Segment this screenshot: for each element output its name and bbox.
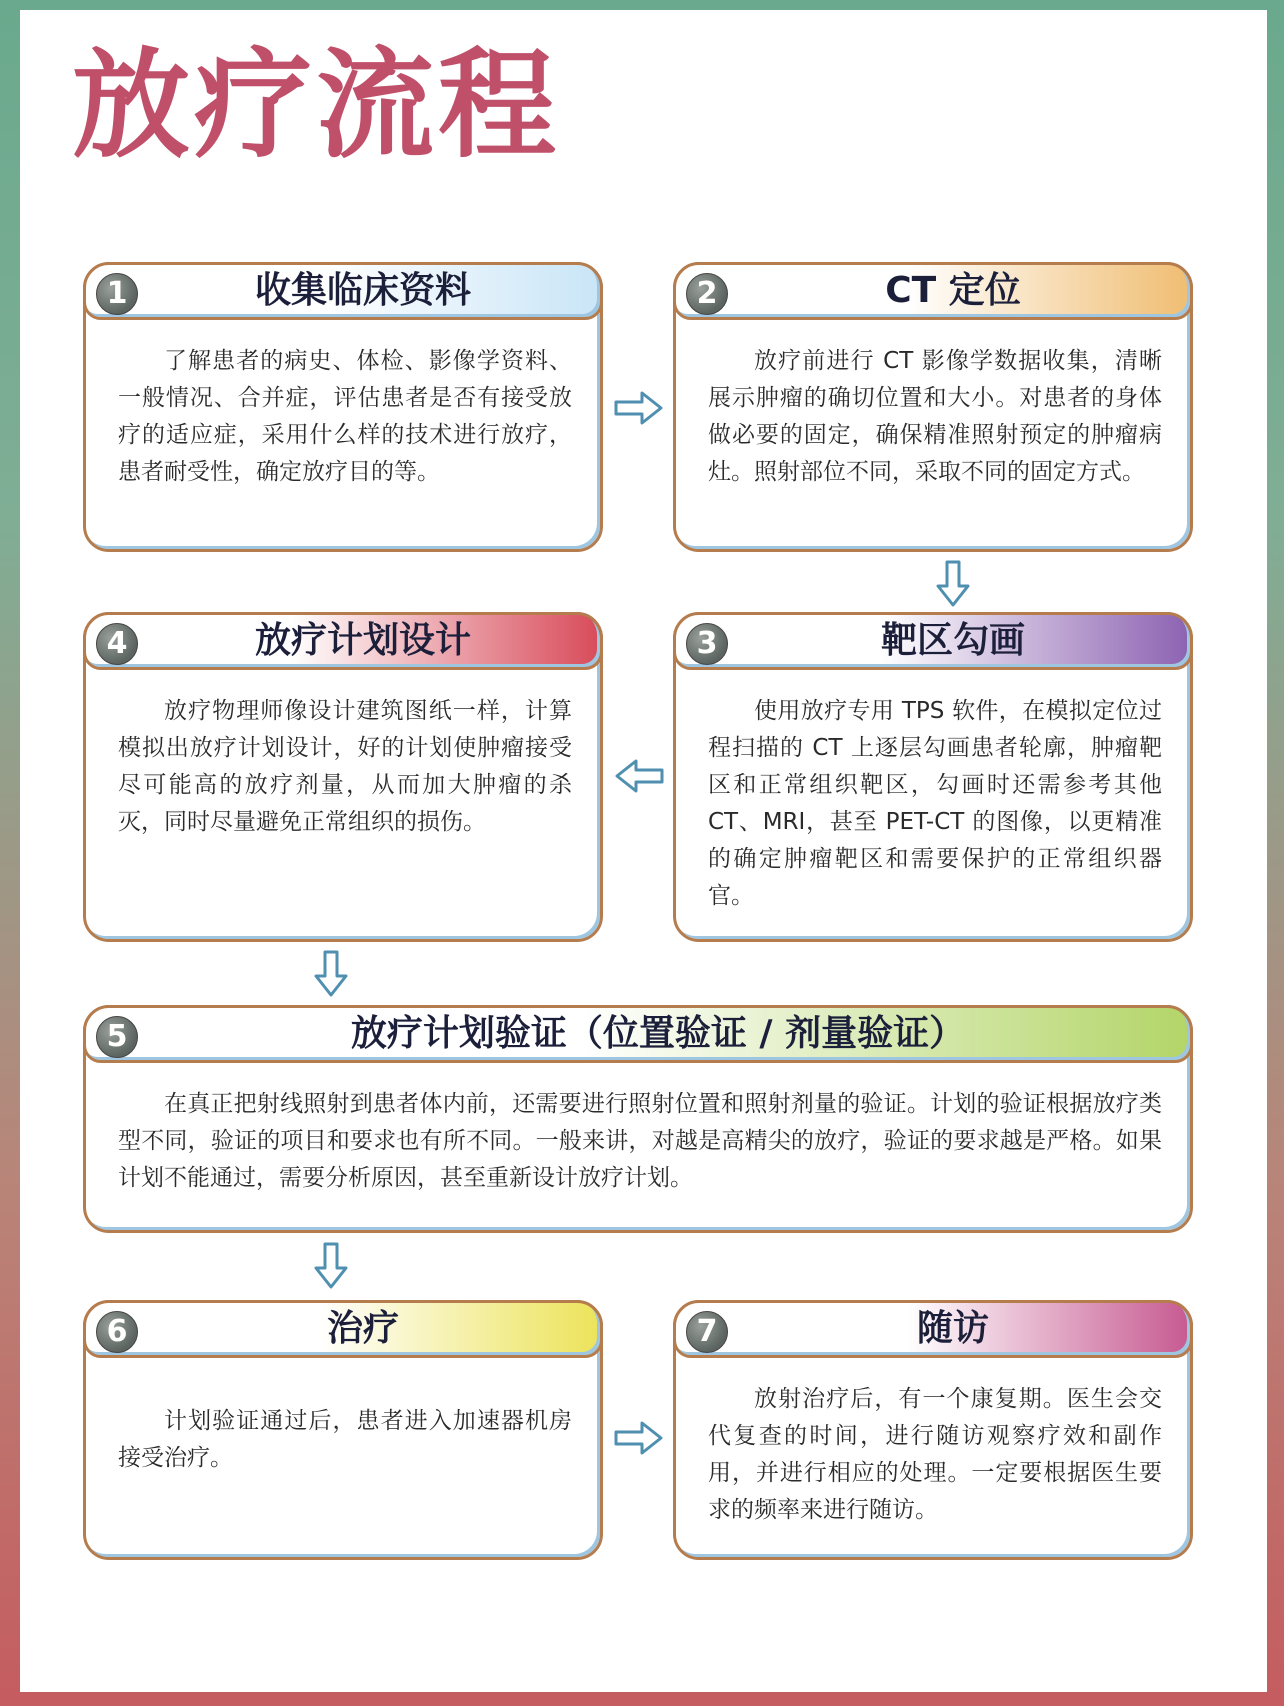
step-card-6 xyxy=(83,1300,603,1560)
step-header-5 xyxy=(83,1005,1193,1063)
step-title: 治疗 xyxy=(326,1308,399,1349)
step-header-2 xyxy=(673,262,1193,320)
step-description: 计划验证通过后，患者进入加速器机房接受治疗。 xyxy=(118,1408,572,1471)
page-title: 放疗流程 xyxy=(72,36,561,174)
step-description: 使用放疗专用 TPS 软件，在模拟定位过程扫描的 CT 上逐层勾画患者轮廓，肿瘤靶区和正常组织靶区，勾画时还需参考其他 CT、MRI，甚至 PET-CT 的图像，以更精准的确定肿瘤靶区和需要保护的正常组织器官。 xyxy=(708,698,1162,909)
step-title: 靶区勾画 xyxy=(880,620,1025,661)
step-description: 了解患者的病史、体检、影像学资料、一般情况、合并症，评估患者是否有接受放疗的适应症，采用什么样的技术进行放疗，患者耐受性，确定放疗目的等。 xyxy=(118,348,572,485)
step-card-7 xyxy=(673,1300,1193,1560)
step-number-badge: 3 xyxy=(686,623,728,665)
arrow-right-icon xyxy=(614,390,664,426)
step-number-badge: 5 xyxy=(96,1016,138,1058)
step-number-badge: 1 xyxy=(96,273,138,315)
step-card-3 xyxy=(673,612,1193,942)
step-card-2 xyxy=(673,262,1193,552)
step-header-7 xyxy=(673,1300,1193,1358)
step-number-badge: 7 xyxy=(686,1311,728,1353)
arrow-right-icon xyxy=(614,1420,664,1456)
step-header-6 xyxy=(83,1300,603,1358)
step-card-5 xyxy=(83,1005,1193,1233)
step-title: 收集临床资料 xyxy=(254,270,471,311)
step-description: 在真正把射线照射到患者体内前，还需要进行照射位置和照射剂量的验证。计划的验证根据放疗类型不同，验证的项目和要求也有所不同。一般来讲，对越是高精尖的放疗，验证的要求越是严格。如果计划不能通过，需要分析原因，甚至重新设计放疗计划。 xyxy=(118,1091,1162,1191)
step-title: 放疗计划验证（位置验证 / 剂量验证） xyxy=(350,1013,966,1054)
step-card-4 xyxy=(83,612,603,942)
arrow-down-icon xyxy=(313,950,349,998)
step-title: 放疗计划设计 xyxy=(254,620,471,661)
step-number-badge: 4 xyxy=(96,623,138,665)
step-description: 放疗前进行 CT 影像学数据收集，清晰展示肿瘤的确切位置和大小。对患者的身体做必要的固定，确保精准照射预定的肿瘤病灶。照射部位不同，采取不同的固定方式。 xyxy=(708,348,1162,485)
step-card-1 xyxy=(83,262,603,552)
step-title: 随访 xyxy=(916,1308,989,1349)
step-number-badge: 2 xyxy=(686,273,728,315)
step-header-4 xyxy=(83,612,603,670)
step-number-badge: 6 xyxy=(96,1311,138,1353)
step-description: 放疗物理师像设计建筑图纸一样，计算模拟出放疗计划设计，好的计划使肿瘤接受尽可能高的放疗剂量，从而加大肿瘤的杀灭，同时尽量避免正常组织的损伤。 xyxy=(118,698,572,835)
step-header-1 xyxy=(83,262,603,320)
arrow-down-icon xyxy=(935,560,971,608)
step-description: 放射治疗后，有一个康复期。医生会交代复查的时间，进行随访观察疗效和副作用，并进行相应的处理。一定要根据医生要求的频率来进行随访。 xyxy=(708,1386,1162,1523)
step-title: CT 定位 xyxy=(885,270,1021,311)
step-header-3 xyxy=(673,612,1193,670)
arrow-down-icon xyxy=(313,1242,349,1290)
arrow-left-icon xyxy=(614,758,664,794)
